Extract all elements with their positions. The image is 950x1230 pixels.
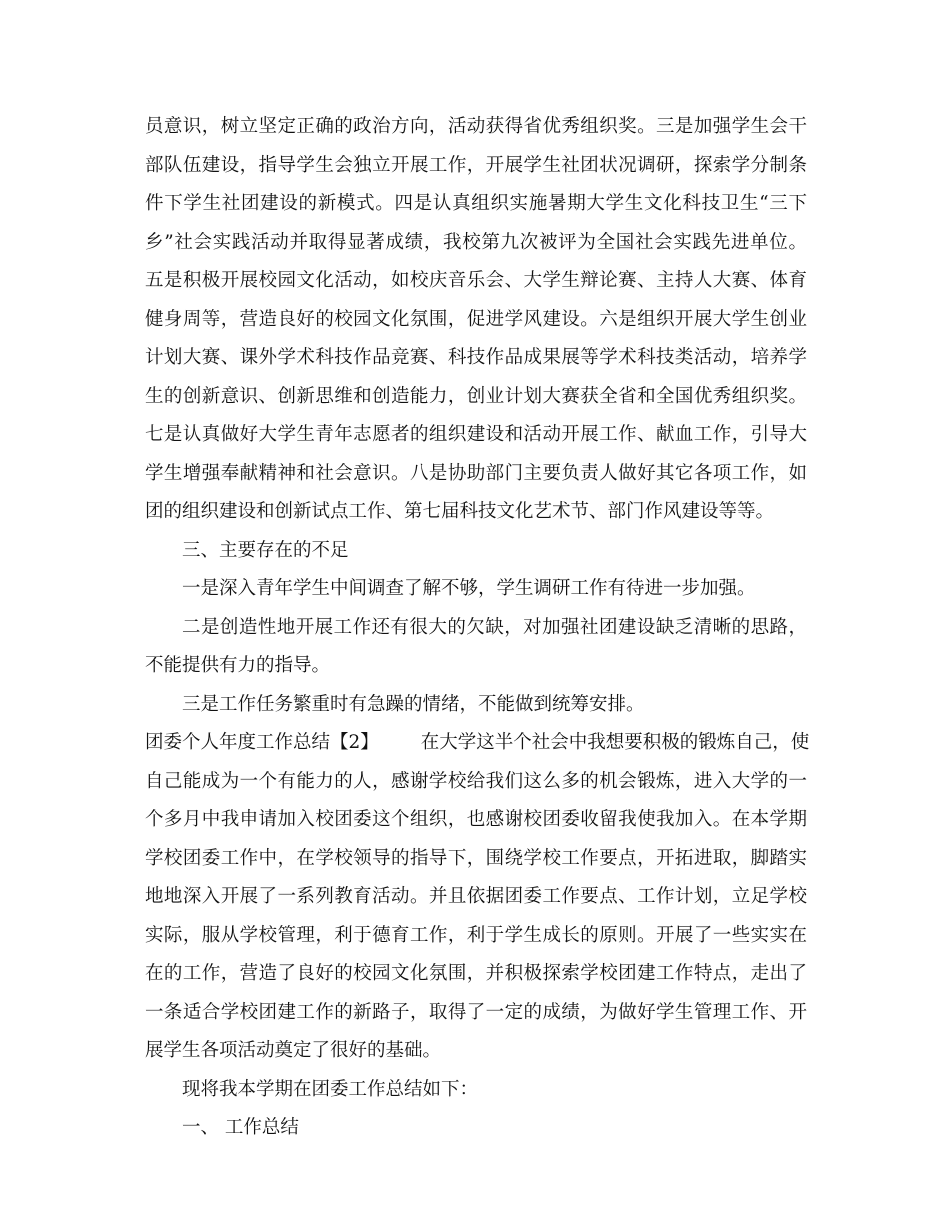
shortcoming-3: 三是工作任务繁重时有急躁的情绪，不能做到统筹安排。 [182, 693, 645, 715]
text-line: 七是认真做好大学生青年志愿者的组织建设和活动开展工作、献血工作，引导大 [145, 424, 807, 445]
text-line: 五是积极开展校园文化活动，如校庆音乐会、大学生辩论赛、主持人大赛、体育 [145, 270, 807, 291]
text-line: 学生增强奉献精神和社会意识。八是协助部门主要负责人做好其它各项工作，如 [145, 462, 807, 484]
shortcoming-2-line: 二是创造性地开展工作还有很大的欠缺，对加强社团建设缺乏清晰的思路， [182, 616, 807, 638]
text-line: 个多月中我申请加入校团委这个组织，也感谢校团委收留我使我加入。在本学期 [145, 809, 807, 830]
text-line: 生的创新意识、创新思维和创造能力，创业计划大赛获全省和全国优秀组织奖。 [145, 385, 807, 407]
document-body [145, 108, 810, 1148]
text-line: 部队伍建设，指导学生会独立开展工作，开展学生社团状况调研，探索学分制条 [145, 154, 807, 176]
text-line: 展学生各项活动奠定了很好的基础。 [145, 1040, 442, 1061]
section2-first-line: 在大学这半个社会中我想要积极的锻炼自己，使 [420, 732, 810, 753]
text-line: 实际，服从学校管理，利于德育工作，利于学生成长的原则。开展了一些实实在 [145, 924, 807, 946]
text-line: 在的工作，营造了良好的校园文化氛围，并积极探索学校团建工作特点，走出了 [145, 963, 807, 984]
section2-title-line [145, 724, 810, 763]
section2-title: 团委个人年度工作总结【2】 [145, 732, 379, 753]
summary-intro: 现将我本学期在团委工作总结如下： [182, 1078, 479, 1100]
text-line: 一条适合学校团建工作的新路子，取得了一定的成绩，为做好学生管理工作、开 [145, 1001, 807, 1023]
text-line: 地地深入开展了一系列教育活动。并且依据团委工作要点、工作计划，立足学校 [145, 886, 807, 907]
text-line: 计划大赛、课外学术科技作品竞赛、科技作品成果展等学术科技类活动，培养学 [145, 347, 807, 368]
text-line: 健身周等，营造良好的校园文化氛围，促进学风建设。六是组织开展大学生创业 [145, 308, 807, 330]
section-heading-work: 一、 工作总结 [182, 1117, 299, 1138]
text-line: 员意识，树立坚定正确的政治方向，活动获得省优秀组织奖。三是加强学生会干 [145, 116, 807, 137]
section-heading-shortcomings: 三、主要存在的不足 [182, 539, 349, 561]
text-line: 自己能成为一个有能力的人，感谢学校给我们这么多的机会锻炼，进入大学的一 [145, 770, 807, 792]
text-line: 乡”社会实践活动并取得显著成绩，我校第九次被评为全国社会实践先进单位。 [145, 231, 807, 253]
text-line: 件下学生社团建设的新模式。四是认真组织实施暑期大学生文化科技卫生“三下 [145, 193, 807, 214]
text-line: 学校团委工作中，在学校领导的指导下，围绕学校工作要点，开拓进取，脚踏实 [145, 847, 807, 869]
shortcoming-2-line: 不能提供有力的指导。 [145, 655, 331, 676]
shortcoming-1: 一是深入青年学生中间调查了解不够，学生调研工作有待进一步加强。 [182, 578, 756, 599]
text-line: 团的组织建设和创新试点工作、第七届科技文化艺术节、部门作风建设等等。 [145, 501, 775, 522]
